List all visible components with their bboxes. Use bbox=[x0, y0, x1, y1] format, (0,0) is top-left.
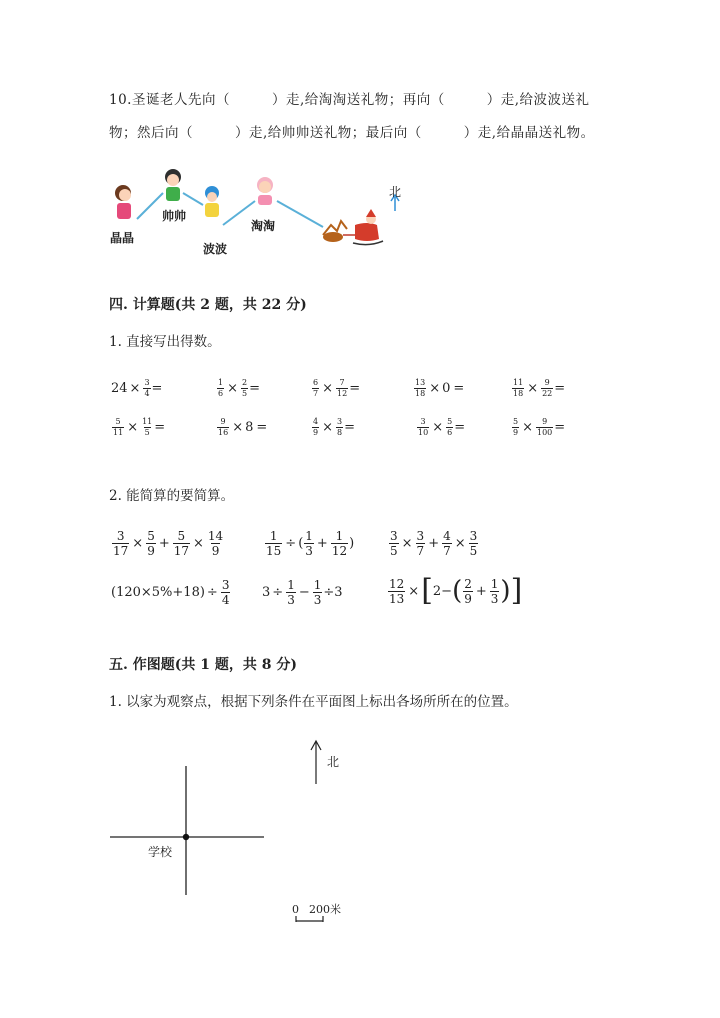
calc-frac: $\frac{11}{5}$ bbox=[142, 417, 153, 437]
path-line bbox=[183, 193, 203, 205]
calc-frac: $\frac{6}{7}$ bbox=[313, 378, 319, 398]
calc-eq: = bbox=[554, 420, 566, 435]
calc-op: × bbox=[227, 381, 238, 396]
path-line bbox=[137, 193, 163, 219]
calc-eq: = bbox=[256, 420, 268, 435]
calc-frac: $\frac{4}{9}$ bbox=[313, 417, 319, 437]
calc-op: × bbox=[432, 420, 444, 435]
bobo-figure bbox=[205, 186, 219, 217]
simplify-expr-3: $\frac{3}{5}$ × $\frac{3}{7}$ + $\frac{4}{7}$ × $\frac{3}{5}$ bbox=[390, 529, 478, 558]
calc-1-2 bbox=[216, 379, 260, 398]
calc-frac: $\frac{9}{16}$ bbox=[218, 417, 229, 437]
label-shuaishuai: 帅帅 bbox=[162, 209, 187, 223]
calc-term: 0 bbox=[442, 381, 451, 396]
simplify-expr-5: 3 ÷ $\frac{1}{3}$ − $\frac{1}{3}$ ÷3 bbox=[262, 578, 343, 607]
scale-zero-label: 0 bbox=[292, 903, 299, 916]
calc-eq: = bbox=[454, 420, 466, 435]
calc-2-5 bbox=[511, 418, 565, 437]
simplify-expr-4: (120×5%+18) ÷ $\frac{3}{4}$ bbox=[111, 578, 230, 607]
label-jingjing: 晶晶 bbox=[110, 231, 135, 245]
simplify-expr-2: $\frac{1}{15}$ ÷ ( $\frac{1}{3}$ + $\frac{1}{12}$ ) bbox=[266, 529, 355, 558]
calc-frac: $\frac{3}{4}$ bbox=[144, 378, 150, 398]
s4-q1-title: 1. 直接写出得数。 bbox=[109, 334, 221, 350]
calc-frac: $\frac{13}{18}$ bbox=[415, 378, 426, 398]
calc-frac: $\frac{7}{12}$ bbox=[337, 378, 348, 398]
calc-eq: = bbox=[349, 381, 361, 396]
calc-op: × bbox=[322, 381, 333, 396]
label-taotao: 淘淘 bbox=[251, 219, 276, 233]
section-5-title: 五. 作图题(共 1 题，共 8 分) bbox=[109, 657, 297, 673]
calc-frac: $\frac{5}{6}$ bbox=[447, 417, 453, 437]
calc-frac: $\frac{3}{10}$ bbox=[418, 417, 429, 437]
path-line bbox=[277, 201, 323, 227]
calc-term: 8 bbox=[245, 420, 254, 435]
map-diagram bbox=[100, 730, 360, 930]
calc-frac: $\frac{2}{5}$ bbox=[242, 378, 248, 398]
calc-op: × bbox=[522, 420, 533, 435]
calc-frac: $\frac{11}{18}$ bbox=[513, 378, 524, 398]
calc-op: × bbox=[232, 420, 244, 435]
calc-2-4 bbox=[416, 418, 465, 437]
calc-eq: = bbox=[154, 420, 166, 435]
jingjing-figure bbox=[115, 185, 131, 219]
calc-op: × bbox=[527, 381, 539, 396]
calc-frac: $\frac{9}{22}$ bbox=[542, 378, 553, 398]
calc-1-1 bbox=[111, 379, 162, 398]
s5-q1-title: 1. 以家为观察点，根据下列条件在平面图上标出各场所所在的位置。 bbox=[109, 694, 518, 710]
school-label: 学校 bbox=[148, 845, 173, 859]
calc-1-4 bbox=[413, 379, 464, 398]
calc-op: × bbox=[129, 381, 141, 396]
calc-eq: = bbox=[554, 381, 566, 396]
q10-line-1: 10.圣诞老人先向（ ）走,给淘淘送礼物；再向（ ）走,给波波送礼 bbox=[109, 92, 590, 108]
calc-op: × bbox=[322, 420, 333, 435]
calc-frac: $\frac{5}{9}$ bbox=[513, 417, 519, 437]
map-north-label: 北 bbox=[327, 755, 340, 769]
calc-eq: = bbox=[249, 381, 260, 396]
calc-op: × bbox=[429, 381, 441, 396]
label-north-small: 北 bbox=[389, 185, 402, 199]
calc-2-3 bbox=[311, 418, 355, 437]
q10-figure bbox=[105, 165, 415, 260]
calc-term: 24 bbox=[111, 381, 128, 396]
s4-q2-title: 2. 能简算的要简算。 bbox=[109, 488, 235, 504]
calc-eq: = bbox=[344, 420, 355, 435]
label-bobo: 波波 bbox=[203, 242, 228, 256]
simplify-expr-1: $\frac{3}{17}$ × $\frac{5}{9}$ + $\frac{5}{17}$ × $\frac{14}{9}$ bbox=[113, 529, 224, 558]
school-point bbox=[183, 834, 189, 840]
calc-eq: = bbox=[453, 381, 465, 396]
q10-line-2: 物；然后向（ ）走,给帅帅送礼物；最后向（ ）走,给晶晶送礼物。 bbox=[109, 125, 595, 141]
santa-sleigh-icon bbox=[323, 209, 383, 245]
calc-2-1 bbox=[111, 418, 165, 437]
calc-2-2 bbox=[216, 418, 267, 437]
section-4-title: 四. 计算题(共 2 题，共 22 分) bbox=[109, 297, 307, 313]
calc-op: × bbox=[127, 420, 139, 435]
north-arrow-icon bbox=[311, 741, 321, 784]
taotao-figure bbox=[257, 177, 273, 205]
calc-1-5 bbox=[511, 379, 565, 398]
calc-frac: $\frac{3}{8}$ bbox=[337, 417, 343, 437]
scale-label: 200米 bbox=[309, 903, 341, 916]
calc-frac: $\frac{9}{100}$ bbox=[537, 417, 553, 437]
calc-eq: = bbox=[151, 381, 163, 396]
calc-1-3 bbox=[311, 379, 360, 398]
calc-frac: $\frac{5}{11}$ bbox=[113, 417, 124, 437]
calc-frac: $\frac{1}{6}$ bbox=[218, 378, 224, 398]
simplify-expr-6: $\frac{12}{13}$ × [ 2− ( $\frac{2}{9}$ + $\frac{1}{3}$ ) ] bbox=[389, 573, 523, 608]
shuaishuai-figure bbox=[165, 169, 181, 201]
